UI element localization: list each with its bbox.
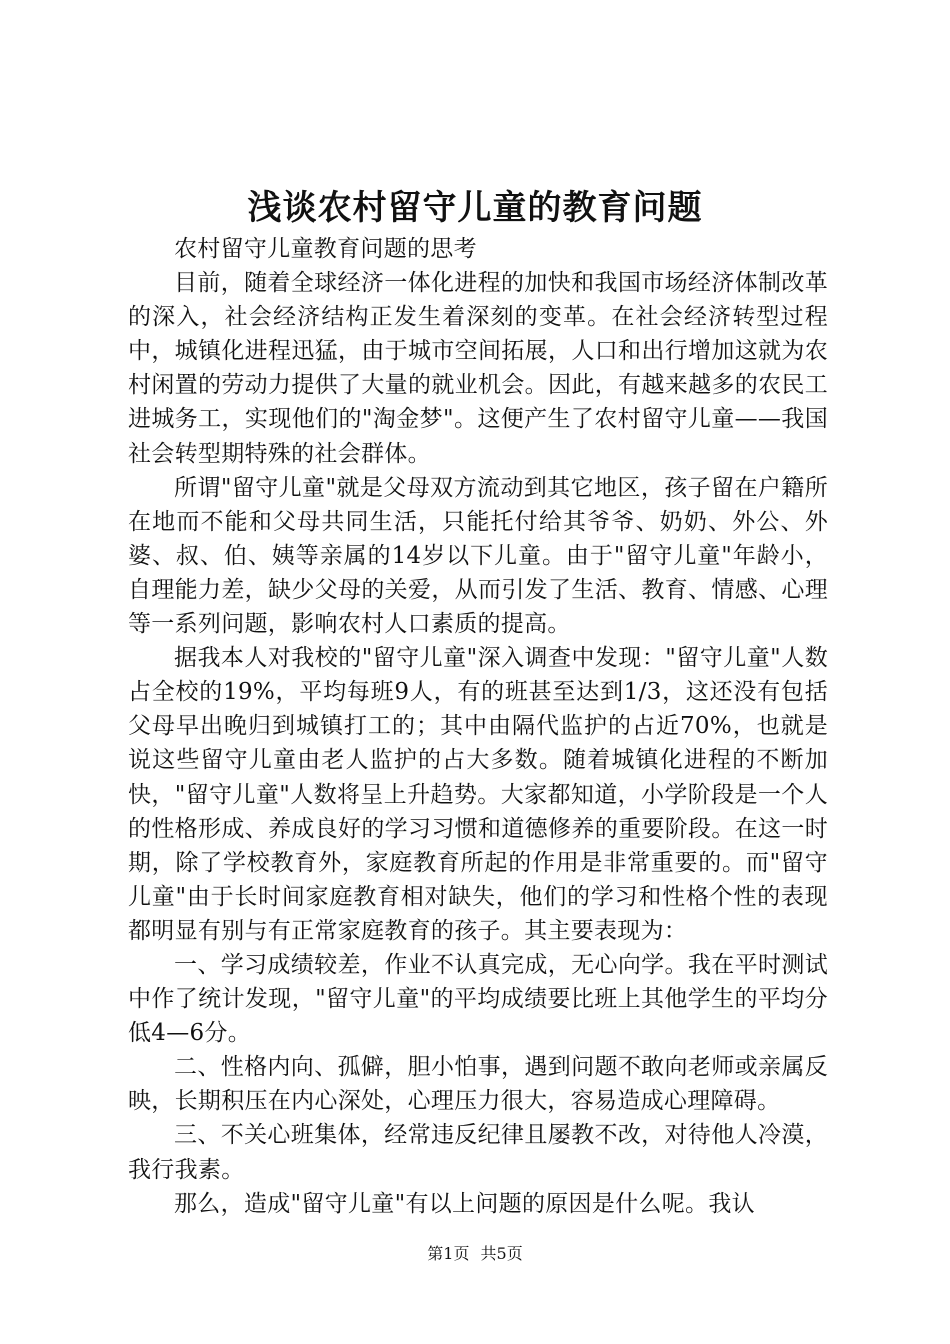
document-body <box>128 232 828 1221</box>
page-footer <box>0 1242 950 1266</box>
paragraph: 据我本人对我校的"留守儿童"深入调查中发现："留守儿童"人数占全校的19%，平均每班9人，有的班甚至达到1/3，这还没有包括父母早出晚归到城镇打工的；其中由隔代监护的占近70%，也就是说这些留守儿童由老人监护的占大多数。随着城镇化进程的不断加快，"留守儿童"人数将呈上升趋势。大家都知道，小学阶段是一个人的性格形成、养成良好的学习习惯和道德修养的重要阶段。在这一时期，除了学校教育外，家庭教育所起的作用是非常重要的。而"留守儿童"由于长时间家庭教育相对缺失，他们的学习和性格个性的表现都明显有别与有正常家庭教育的孩子。其主要表现为： <box>128 645 828 944</box>
paragraph: 一、学习成绩较差，作业不认真完成，无心向学。我在平时测试中作了统计发现，"留守儿童"的平均成绩要比班上其他学生的平均分低4—6分。 <box>128 951 828 1047</box>
paragraph-subtitle: 农村留守儿童教育问题的思考 <box>174 236 477 262</box>
paragraph: 所谓"留守儿童"就是父母双方流动到其它地区，孩子留在户籍所在地而不能和父母共同生活，只能托付给其爷爷、奶奶、外公、外婆、叔、伯、姨等亲属的14岁以下儿童。由于"留守儿童"年龄小，自理能力差，缺少父母的关爱，从而引发了生活、教育、情感、心理等一系列问题，影响农村人口素质的提高。 <box>128 474 828 638</box>
page-total: 共5页 <box>480 1244 523 1263</box>
paragraph: 目前，随着全球经济一体化进程的加快和我国市场经济体制改革的深入，社会经济结构正发生着深刻的变革。在社会经济转型过程中，城镇化进程迅猛，由于城市空间拓展，人口和出行增加这就为农村闲置的劳动力提供了大量的就业机会。因此，有越来越多的农民工进城务工，实现他们的"淘金梦"。这便产生了农村留守儿童——我国社会转型期特殊的社会群体。 <box>128 270 828 467</box>
document-title: 浅谈农村留守儿童的教育问题 <box>247 188 703 228</box>
paragraph: 那么，造成"留守儿童"有以上问题的原因是什么呢。我认 <box>174 1190 755 1217</box>
paragraph: 三、不关心班集体，经常违反纪律且屡教不改，对待他人冷漠，我行我素。 <box>128 1122 828 1183</box>
paragraph: 二、性格内向、孤僻，胆小怕事，遇到问题不敢向老师或亲属反映，长期积压在内心深处，心理压力很大，容易造成心理障碍。 <box>128 1054 828 1115</box>
page-number: 第1页 <box>427 1244 470 1263</box>
